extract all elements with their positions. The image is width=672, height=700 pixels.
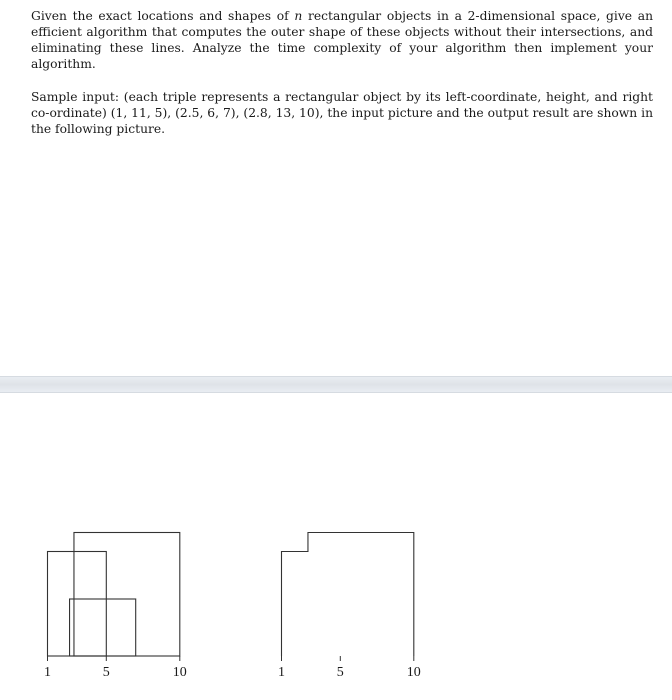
variable-n: n: [294, 9, 303, 23]
skyline-figures: [0, 400, 672, 700]
statement-part-1: Given the exact locations and shapes of: [31, 9, 295, 23]
output-tick-label-5: 5: [336, 665, 344, 680]
problem-statement: [31, 8, 653, 72]
input-rectangle-2: [70, 599, 136, 656]
input-figure: [44, 533, 187, 681]
output-figure: [278, 533, 421, 681]
output-tick-label-10: 10: [406, 665, 421, 680]
page-divider: [0, 376, 672, 393]
input-rectangle-1: [48, 552, 107, 657]
output-tick-label-1: 1: [278, 665, 285, 680]
input-tick-label-5: 5: [102, 665, 110, 680]
input-tick-label-10: 10: [172, 665, 187, 680]
skyline-outline: [282, 533, 414, 657]
statement-part-2: rectangular objects in a 2-dimensional space, give an efficient algorithm that computes the outer shape of these objects without their intersections, and eliminating these lines. Analyze the time complexity of your algorithm then implement your algorithm.: [31, 9, 654, 71]
sample-input-description: Sample input: (each triple represents a rectangular object by its left-coordinate, height, and right co-ordinate) (1, 11, 5), (2.5, 6, 7), (2.8, 13, 10), the input picture and the output result are shown in the following picture.: [31, 90, 653, 136]
input-tick-label-1: 1: [44, 665, 51, 680]
